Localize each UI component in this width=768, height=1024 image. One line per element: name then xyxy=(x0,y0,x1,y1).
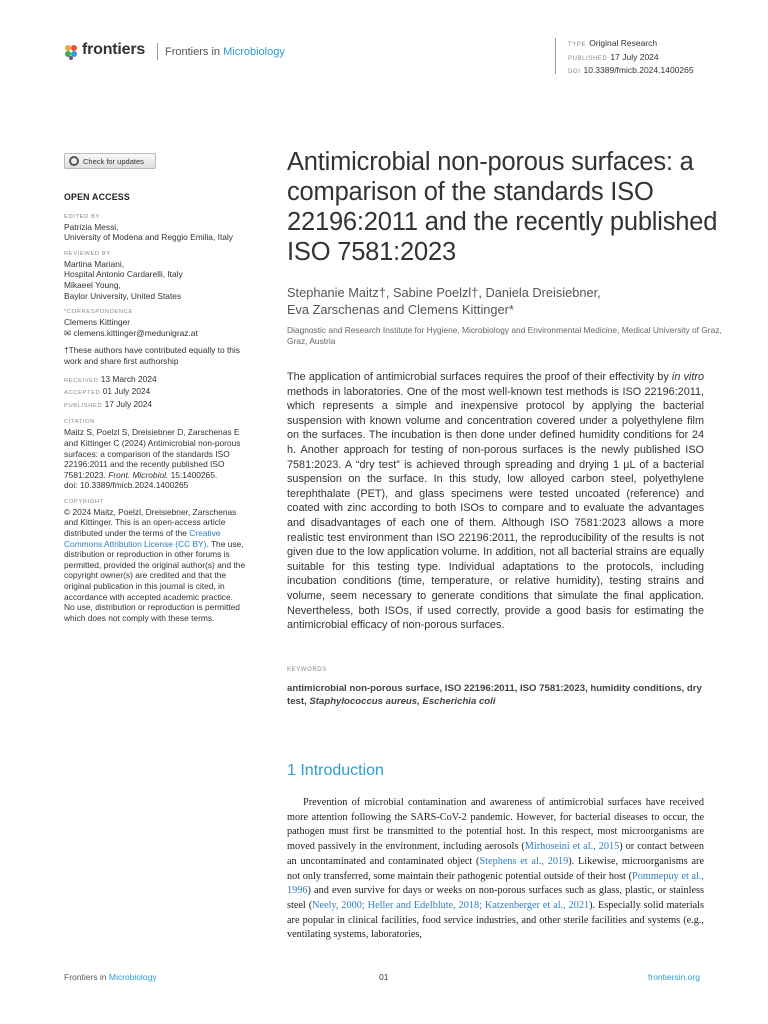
meta-published: PUBLISHED 17 July 2024 xyxy=(568,51,659,62)
citation-text: Maitz S, Poelzl S, Dreisiebner D, Zarschenas E and Kittinger C (2024) Antimicrobial non-porous surfaces: a comparison of the standards ISO 22196:2011 and the recently published ISO 7581:2023. Front. Microbiol. 15:1400265. xyxy=(64,427,241,480)
cc-license-link[interactable]: Creative Commons Attribution License (CC BY) xyxy=(64,528,221,549)
copyright-block xyxy=(64,498,246,624)
article-title: Antimicrobial non-porous surfaces: a comparison of the standards ISO 22196:2011 and the recently published ISO 7581:2023 xyxy=(287,148,718,266)
citation-link[interactable]: Neely, 2000; Heller and Edelblute, 2018; Katzenberger et al., 2021 xyxy=(312,899,590,911)
introduction-paragraph: Prevention of microbial contamination and awareness of antimicrobial surfaces have received more attention following the SARS-CoV-2 pandemic. However, for bacterial diseases to occur, the pathogen must first be transmitted to the potential host. In this respect, most microorganisms are moved passively in the environment, including aerosols (Mirhoseini et al., 2015) or contact between an uncontaminated and contaminated object (Stephens et al., 2019). Likewise, microorganisms are not only transferred, some maintain their pathogenic potential outside of their host (Pommepuy et al., 1996) and even survive for days or weeks on non-porous surfaces such as glass, plastic, or stainless steel (Neely, 2000; Heller and Edelblute, 2018; Katzenberger et al., 2021). Especially solid materials are popular in clinical facilities, food service industries, and other sterile facilities and systems (e.g., ventilating systems, laboratories, xyxy=(287,797,705,941)
refresh-icon xyxy=(69,156,79,166)
header-divider xyxy=(157,43,158,60)
reviewer-2-name: Mikaeel Young, xyxy=(64,279,121,290)
editor-name: Patrizia Messi, xyxy=(64,221,119,232)
journal-prefix: Frontiers in xyxy=(165,46,221,58)
meta-doi[interactable]: DOI 10.3389/fmicb.2024.1400265 xyxy=(568,65,694,75)
section-heading-introduction: 1 Introduction xyxy=(287,762,384,779)
reviewed-by-label: REVIEWED BY xyxy=(64,250,111,257)
editor-affiliation: University of Modena and Reggio Emilia, Italy xyxy=(64,232,233,243)
reviewed-by-block xyxy=(64,250,246,301)
copyright-label: COPYRIGHT xyxy=(64,498,104,505)
meta-type: TYPE Original Research xyxy=(568,38,658,48)
abstract-text: The application of antimicrobial surfaces requires the proof of their effectivity by in vitro methods in laboratories. One of the most well-known test methods is ISO 22196:2011, which represents a simple and inexpensive protocol by applying the bacterial suspension with known volume and concentration covered under a polyethylene film on the surfaces. The incubation is then done under defined humidity conditions for 24 h. Another approach for testing of non-porous surfaces is the newly published ISO 7581:2023. A “dry test” is achieved through spreading and drying 1 µL of a bacterial suspension on the surface. In this study, low alloyed carbon steel, polyethylene terephthalate (PET), and glass specimens were tested uncoated (reference) and coated with zinc according to both ISOs to compare and to evaluate the advantages and disadvantages of each one of them. Although ISO 7581:2023 allows a more realistic test environment than ISO 22196:2011, the reproducibility of the results is not given due to the low application volume. In addition, not all bacterial strains are equally suitable for this testing type. Individual adaptations to the protocols, including incubation conditions (time, temperature, or relative humidity), testing strains and volume, seem necessary to generate conditions that simulate the final application. Nevertheless, both ISOs, if used correctly, provide a good basis for estimating the antimicrobial efficacy of non-porous surfaces. xyxy=(287,371,704,632)
citation-link[interactable]: Mirhoseini et al., 2015 xyxy=(524,841,620,853)
page-number: 01 xyxy=(379,972,389,982)
keywords-label: KEYWORDS xyxy=(287,667,327,673)
footer-journal[interactable]: Frontiers in Microbiology xyxy=(64,972,157,982)
check-for-updates-label: Check for updates xyxy=(83,156,144,166)
envelope-icon: ✉ xyxy=(64,327,74,338)
correspondence-email: clemens.kittinger@medunigraz.at xyxy=(73,327,198,338)
citation-label: CITATION xyxy=(64,419,95,426)
date-received: RECEIVED 13 March 2024 xyxy=(64,373,157,384)
footer-site-link[interactable]: frontiersin.org xyxy=(648,972,700,982)
citation-link[interactable]: Pommepuy et al., 1996 xyxy=(287,870,704,897)
correspondence-email-row[interactable] xyxy=(64,328,246,339)
open-access-label: OPEN ACCESS xyxy=(64,192,130,202)
date-published: PUBLISHED 17 July 2024 xyxy=(64,398,153,409)
citation-block xyxy=(64,418,246,491)
edited-by-block xyxy=(64,213,246,243)
dates-block xyxy=(64,374,246,412)
brand-name: frontiers xyxy=(82,41,146,58)
author-affiliation: Diagnostic and Research Institute for Hygiene, Microbiology and Environmental Medicine, Medical University of Graz, Graz, Austria xyxy=(287,325,722,346)
frontiers-logo-icon xyxy=(64,44,78,60)
reviewer-1-name: Martina Mariani, xyxy=(64,258,125,269)
equal-contribution-note: †These authors have contributed equally to this work and share first authorship xyxy=(64,345,240,366)
reviewer-1-affiliation: Hospital Antonio Cardarelli, Italy xyxy=(64,269,183,280)
citation-doi[interactable]: doi: 10.3389/fmicb.2024.1400265 xyxy=(64,480,189,491)
date-accepted: ACCEPTED 01 July 2024 xyxy=(64,386,151,397)
keywords-list: antimicrobial non-porous surface, ISO 22196:2011, ISO 7581:2023, humidity conditions, dry test, Staphylococcus aureus, Escherichia coli xyxy=(287,683,702,707)
journal-title[interactable] xyxy=(165,46,285,58)
check-for-updates-button[interactable] xyxy=(64,153,156,169)
authors-line-2: Eva Zarschenas and Clemens Kittinger* xyxy=(287,302,514,317)
authors-line-1: Stephanie Maitz†, Sabine Poelzl†, Daniela Dreisiebner, xyxy=(287,285,601,300)
correspondence-name: Clemens Kittinger xyxy=(64,317,131,328)
reviewer-2-affiliation: Baylor University, United States xyxy=(64,290,182,301)
copyright-text: © 2024 Maitz, Poelzl, Dreisiebner, Zarschenas and Kittinger. This is an open-access article distributed under the terms of the Creative Commons Attribution License (CC BY). The use, distribution or reproduction in other forums is permitted, provided the original author(s) and the copyright owner(s) are credited and that the original publication in this journal is cited, in accordance with accepted academic practice. No use, distribution or reproduction is permitted which does not comply with these terms. xyxy=(64,506,246,623)
correspondence-block xyxy=(64,308,246,338)
author-list xyxy=(287,284,727,318)
edited-by-label: EDITED BY xyxy=(64,213,101,220)
journal-name: Microbiology xyxy=(223,46,285,58)
sidebar-info xyxy=(64,192,246,630)
correspondence-label: *CORRESPONDENCE xyxy=(64,309,133,316)
article-meta xyxy=(555,38,694,74)
citation-link[interactable]: Stephens et al., 2019 xyxy=(479,855,569,867)
